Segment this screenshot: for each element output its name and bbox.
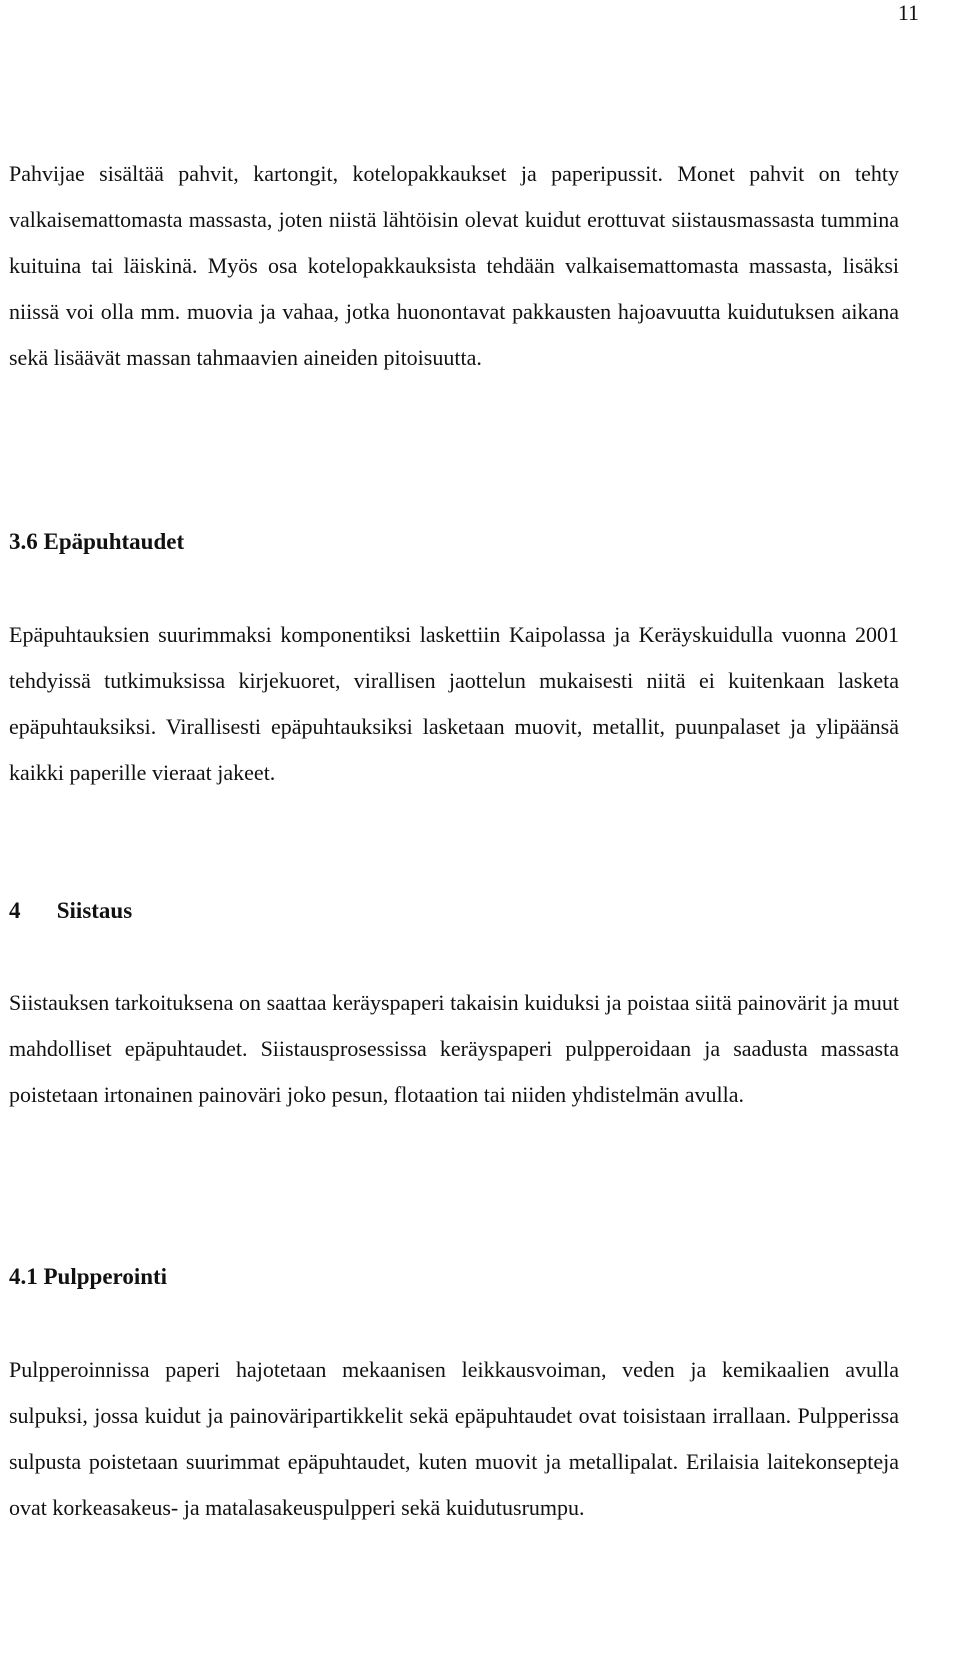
section-number: 4 xyxy=(9,898,21,923)
section-number: 3.6 xyxy=(9,529,38,554)
section-number: 4.1 xyxy=(9,1264,38,1289)
page-number: 11 xyxy=(897,0,919,25)
paragraph-siistaus: Siistauksen tarkoituksena on saattaa keräyspaperi takaisin kuiduksi ja poistaa siitä painovärit ja muut mahdolliset epäpuhtaudet. Siistausprosessissa keräyspaperi pulpperoidaan ja saadusta massasta poistetaan irtonainen painoväri joko pesun, flotaation tai niiden yhdistelmän avulla. xyxy=(9,990,899,1107)
section-heading-3-6 xyxy=(9,527,184,557)
section-title: Epäpuhtaudet xyxy=(43,529,185,554)
section-title: Siistaus xyxy=(56,898,133,923)
paragraph-pahvijae: Pahvijae sisältää pahvit, kartongit, kotelopakkaukset ja paperipussit. Monet pahvit on tehty valkaisemattomasta massasta, joten niistä lähtöisin olevat kuidut erottuvat siistausmassasta tummina kuituina tai läiskinä. Myös osa kotelopakkauksista tehdään valkaisemattomasta massasta, lisäksi niissä voi olla mm. muovia ja vahaa, jotka huonontavat pakkausten hajoavuutta kuidutuksen aikana sekä lisäävät massan tahmaavien aineiden pitoisuutta. xyxy=(9,161,899,370)
paragraph-pulpperointi: Pulpperoinnissa paperi hajotetaan mekaanisen leikkausvoiman, veden ja kemikaalien avulla sulpuksi, jossa kuidut ja painoväripartikkelit sekä epäpuhtaudet ovat toisistaan irrallaan. Pulpperissa sulpusta poistetaan suurimmat epäpuhtaudet, kuten muovit ja metallipalat. Erilaisia laitekonsepteja ovat korkeasakeus- ja matalasakeuspulpperi sekä kuidutusrumpu. xyxy=(9,1357,899,1520)
paragraph-epapuhtaudet: Epäpuhtauksien suurimmaksi komponentiksi laskettiin Kaipolassa ja Keräyskuidulla vuonna 2001 tehdyissä tutkimuksissa kirjekuoret, virallisen jaottelun mukaisesti niitä ei kuitenkaan lasketa epäpuhtauksiksi. Virallisesti epäpuhtauksiksi lasketaan muovit, metallit, puunpalaset ja ylipäänsä kaikki paperille vieraat jakeet. xyxy=(9,622,899,785)
section-heading-4 xyxy=(9,896,132,926)
section-heading-4-1 xyxy=(9,1262,167,1292)
section-title: Pulpperointi xyxy=(43,1264,168,1289)
